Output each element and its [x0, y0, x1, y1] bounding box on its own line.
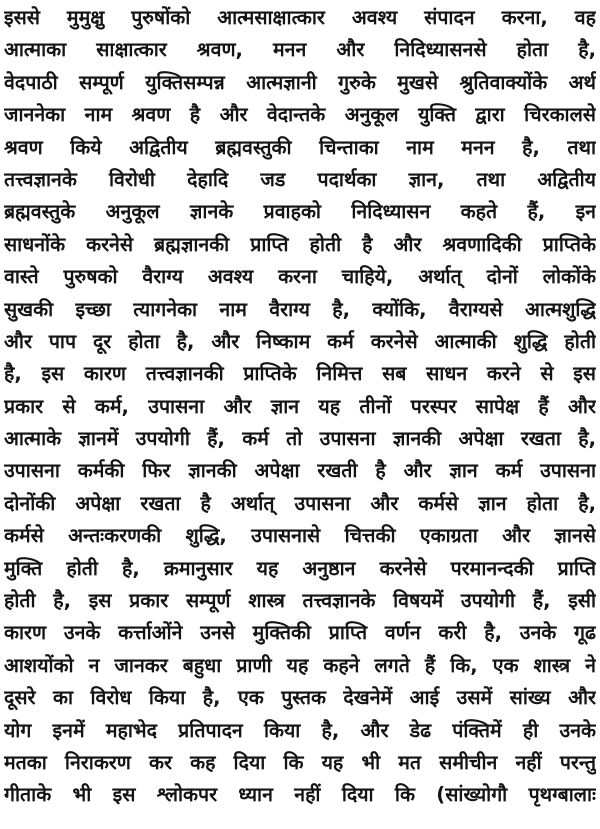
text-line-25: गीताके भी इस श्लोकपर ध्यान नहीं दिया कि (सांख्योगौ पृथग्बालाः — [4, 783, 596, 807]
text-line-21: आशयोंको न जानकर बहुधा प्राणी यह कहने लगते हैं कि, एक शास्त्र ने — [4, 653, 596, 677]
text-line-16: दोनोंकी अपेक्षा रखता है अर्थात् उपासना और कर्मसे ज्ञान होता है, — [4, 491, 596, 515]
text-line-12: है, इस कारण तत्त्वज्ञानकी प्राप्तिके निमित्त सब साधन करने से इस — [4, 362, 596, 386]
text-line-13: प्रकार से कर्म, उपासना और ज्ञान यह तीनों परस्पर सापेक्ष हैं और — [4, 394, 596, 418]
text-line-18: मुक्ति होती है, क्रमानुसार यह अनुष्ठान करनेसे परमानन्दकी प्राप्ति — [4, 556, 596, 580]
text-line-22: दूसरे का विरोध किया है, एक पुस्तक देखनेमें आई उसमें सांख्य और — [4, 686, 596, 710]
text-line-4: जाननेका नाम श्रवण है और वेदान्तके अनुकूल युक्ति द्वारा चिरकालसे — [4, 103, 596, 127]
text-line-8: साधनोंके करनेसे ब्रह्मज्ञानकी प्राप्ति होती है और श्रवणादिकी प्राप्तिके — [4, 232, 596, 256]
text-line-15: उपासना कर्मकी फिर ज्ञानकी अपेक्षा रखती है और ज्ञान कर्म उपासना — [4, 459, 596, 483]
text-line-11: और पाप दूर होता है, और निष्काम कर्म करनेसे आत्माकी शुद्धि होती — [4, 329, 596, 353]
text-line-1: इससे मुमुक्षु पुरुषोंको आत्मसाक्षात्कार अवश्य संपादन करना, वह — [4, 6, 596, 29]
text-line-6: तत्त्वज्ञानके विरोधी देहादि जड पदार्थका ज्ञान, तथा अद्वितीय — [4, 167, 596, 191]
body-text — [4, 2, 596, 812]
text-line-23: योग इनमें महाभेद प्रतिपादन किया है, और डेढ पंक्तिमें ही उनके — [4, 718, 596, 742]
text-line-7: ब्रह्मवस्तुके अनुकूल ज्ञानके प्रवाहको निदिध्यासन कहते हैं, इन — [4, 200, 596, 224]
text-line-9: वास्ते पुरुषको वैराग्य अवश्य करना चाहिये, अर्थात् दोनों लोकोंके — [4, 265, 596, 289]
text-line-5: श्रवण किये अद्वितीय ब्रह्मवस्तुकी चिन्ताका नाम मनन है, तथा — [4, 135, 596, 159]
text-line-3: वेदपाठी सम्पूर्ण युक्तिसम्पन्न आत्मज्ञानी गुरुके मुखसे श्रुतिवाक्योंके अर्थ — [4, 70, 596, 94]
text-line-17: कर्मसे अन्तःकरणकी शुद्धि, उपासनासे चित्तकी एकाग्रता और ज्ञानसे — [4, 524, 596, 548]
text-line-14: आत्माके ज्ञानमें उपयोगी हैं, कर्म तो उपासना ज्ञानकी अपेक्षा रखता है, — [4, 427, 596, 451]
text-line-2: आत्माका साक्षात्कार श्रवण, मनन और निदिध्यासनसे होता है, — [4, 38, 596, 62]
text-line-24: मतका निराकरण कर कह दिया कि यह भी मत समीचीन नहीं परन्तु — [4, 750, 596, 774]
text-line-20: कारण उनके कर्त्ताओंने उनसे मुक्तिकी प्राप्ति वर्णन करी है, उनके गूढ — [4, 621, 596, 645]
text-line-10: सुखकी इच्छा त्यागनेका नाम वैराग्य है, क्योंकि, वैराग्यसे आत्मशुद्धि — [4, 297, 596, 321]
text-line-19: होती है, इस प्रकार सम्पूर्ण शास्त्र तत्त्वज्ञानके विषयमें उपयोगी हैं, इसी — [4, 589, 596, 613]
